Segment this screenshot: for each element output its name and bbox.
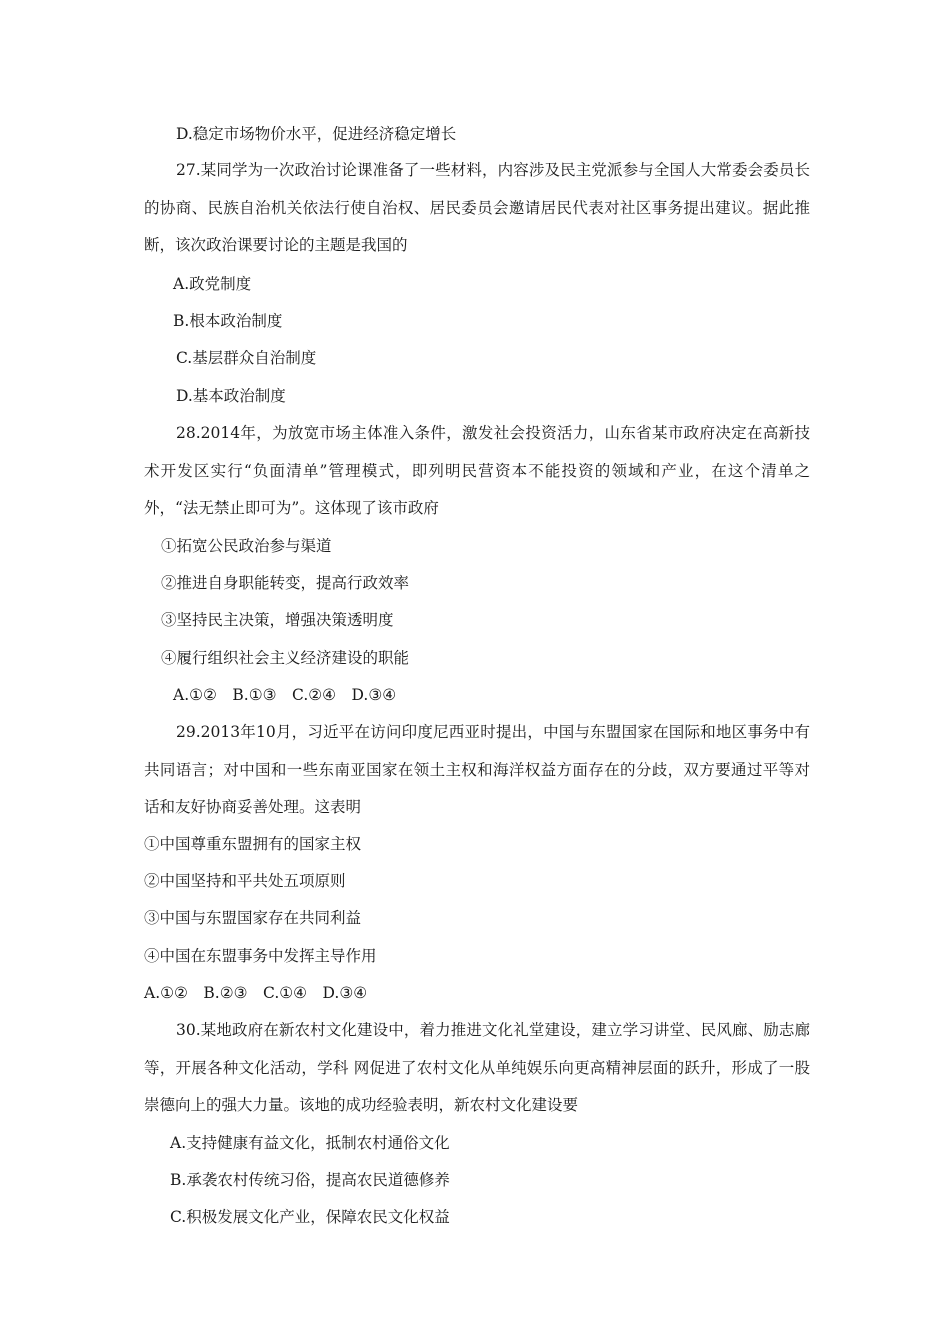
q26-option-d: D.稳定市场物价水平，促进经济稳定增长: [176, 125, 457, 143]
q30-stem: 30.某地政府在新农村文化建设中，着力推进文化礼堂建设，建立学习讲堂、民风廊、励志廊等，开展各种文化活动，学科 网促进了农村文化从单纯娱乐向更高精神层面的跃升，形成了一股崇德向上的强大力量。该地的成功经验表明，新农村文化建设要: [144, 1021, 810, 1114]
q27-stem: 27.某同学为一次政治讨论课准备了一些材料，内容涉及民主党派参与全国人大常委会委员长的协商、民族自治机关依法行使自治权、居民委员会邀请居民代表对社区事务提出建议。据此推断，该次政治课要讨论的主题是我国的: [144, 161, 810, 254]
q28-item-4: ④履行组织社会主义经济建设的职能: [161, 649, 410, 667]
q29-stem: 29.2013年10月，习近平在访问印度尼西亚时提出，中国与东盟国家在国际和地区事务中有共同语言；对中国和一些东南亚国家在领土主权和海洋权益方面存在的分歧，双方要通过平等对话和友好协商妥善处理。这表明: [144, 723, 810, 816]
q28-stem: 28.2014年，为放宽市场主体准入条件，激发社会投资活力，山东省某市政府决定在高新技术开发区实行“负面清单”管理模式，即列明民营资本不能投资的领域和产业，在这个清单之外，“法无禁止即可为”。这体现了该市政府: [144, 424, 810, 517]
q27-option-c: C.基层群众自治制度: [176, 349, 317, 367]
q27-option-d: D.基本政治制度: [176, 387, 286, 405]
q30-option-a: A.支持健康有益文化，抵制农村通俗文化: [170, 1134, 450, 1152]
q27-option-a: A.政党制度: [173, 275, 252, 293]
q29-choices: A.①② B.②③ C.①④ D.③④: [144, 984, 368, 1002]
q28-item-2: ②推进自身职能转变，提高行政效率: [161, 574, 410, 592]
q29-item-1: ①中国尊重东盟拥有的国家主权: [144, 835, 362, 853]
q28-choices: A.①② B.①③ C.②④ D.③④: [173, 686, 397, 704]
q29-item-2: ②中国坚持和平共处五项原则: [144, 872, 346, 890]
q29-item-3: ③中国与东盟国家存在共同利益: [144, 909, 362, 927]
q30-option-b: B.承袭农村传统习俗，提高农民道德修养: [170, 1171, 450, 1189]
q30-option-c: C.积极发展文化产业，保障农民文化权益: [170, 1208, 450, 1226]
q28-item-1: ①拓宽公民政治参与渠道: [161, 537, 332, 555]
q27-option-b: B.根本政治制度: [173, 312, 283, 330]
q28-item-3: ③坚持民主决策，增强决策透明度: [161, 611, 394, 629]
q29-item-4: ④中国在东盟事务中发挥主导作用: [144, 947, 377, 965]
